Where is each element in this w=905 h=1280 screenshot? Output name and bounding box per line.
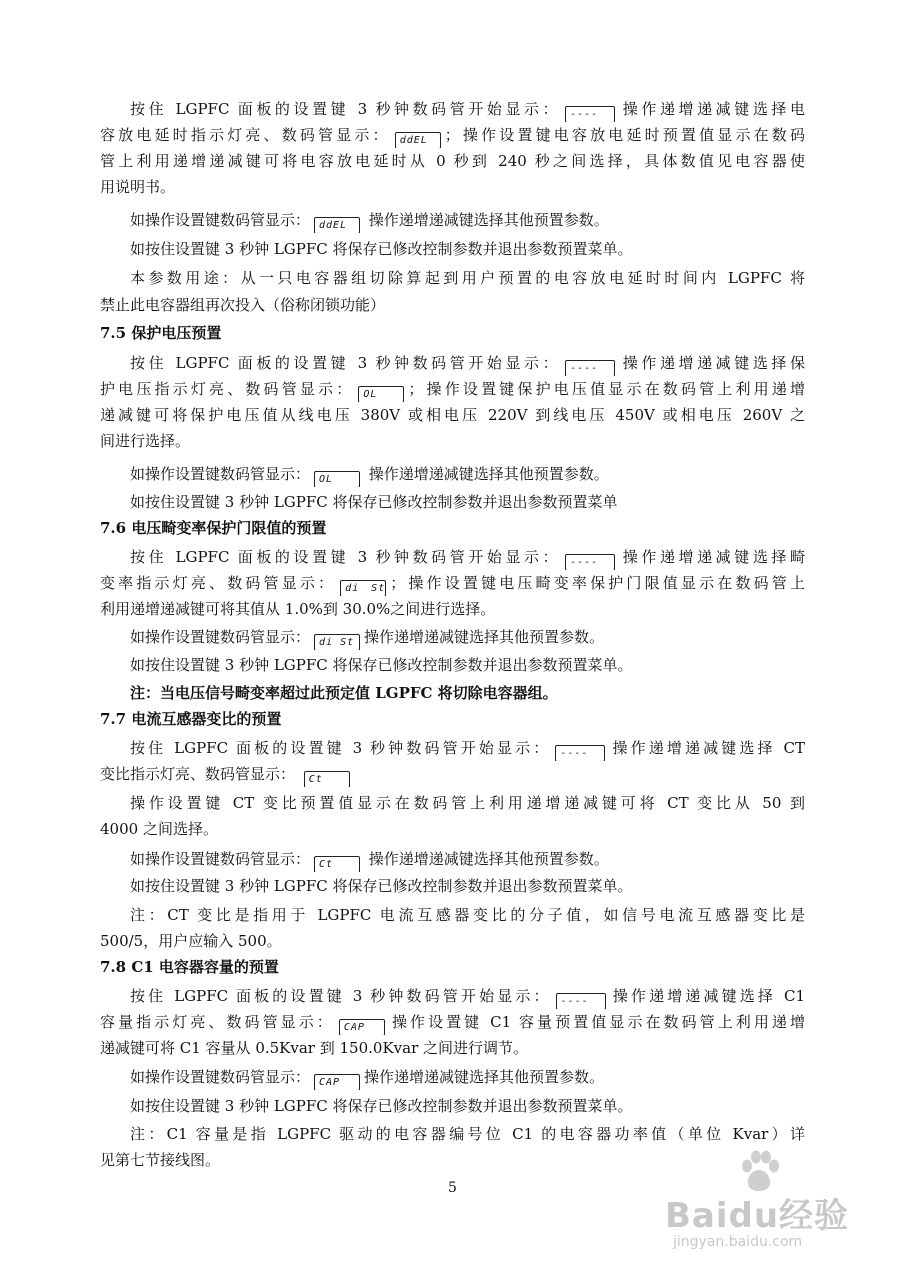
text-line [100,928,805,954]
lcd-dist-display: di St [314,634,360,650]
text-segment: 注：C1 容量是指 LGPFC 驱动的电容器编号位 C1 的电容器功率值（单位 Kvar）详 [130,1125,805,1143]
text-line [130,1064,805,1090]
text-line [130,207,805,233]
text-segment: 操作递增递减键选择畸 [619,548,805,566]
text-line [130,735,805,761]
text-line [100,174,805,200]
text-segment: 如按住设置键 3 秒钟 LGPFC 将保存已修改控制参数并退出参数预置菜单。 [130,1097,633,1115]
text-segment: 操作递增递减键选择其他预置参数。 [364,628,605,646]
lcd-cap-display: CAP [314,1074,360,1090]
section-heading [100,320,805,346]
text-segment: 按住 LGPFC 面板的设置键 3 秒钟数码管开始显示： [130,100,562,118]
text-segment: 操作递增递减键选择其他预置参数。 [364,465,609,483]
text-segment: 如按住设置键 3 秒钟 LGPFC 将保存已修改控制参数并退出参数预置菜单 [130,493,618,511]
section-heading [100,706,805,732]
text-segment: 如操作设置键数码管显示： [130,211,311,229]
text-line [130,1093,805,1119]
text-segment: 护电压指示灯亮、数码管显示： [100,380,355,398]
text-segment: 7.6 电压畸变率保护门限值的预置 [100,519,327,537]
text-segment: 如按住设置键 3 秒钟 LGPFC 将保存已修改控制参数并退出参数预置菜单。 [130,240,633,258]
text-line [130,873,805,899]
text-segment: 用说明书。 [100,178,176,196]
text-segment: 500/5，用户应输入 500。 [100,932,282,950]
text-line [130,902,805,928]
text-segment: 注：CT 变比是指用于 LGPFC 电流互感器变比的分子值，如信号电流互感器变比是 [130,906,805,924]
text-segment: 7.5 保护电压预置 [100,324,222,342]
text-segment: 容放电延时指示灯亮、数码管显示： [100,126,391,144]
text-segment: 操作递增递减键选择 C1 [609,987,805,1005]
section-heading [100,954,805,980]
text-segment: 操作递增递减键选择 CT [609,739,805,757]
text-line [100,570,805,596]
watermark-logo-text: Baidu经验 [665,1196,850,1236]
watermark-url: jingyan.baidu.com [673,1234,803,1250]
text-segment: ；操作设置键电压畸变率保护门限值显示在数码管上 [390,574,805,592]
text-segment: 管上利用递增递减键可将电容放电延时从 0 秒到 240 秒之间选择，具体数值见电容器使 [100,152,805,170]
text-line [130,350,805,376]
text-segment: 如操作设置键数码管显示： [130,1068,311,1086]
baidu-jingyan-watermark [665,1150,865,1260]
lcd-ddel-display: ddEL [395,132,441,148]
page-number: 5 [448,1180,457,1196]
text-line [130,96,805,122]
text-segment: 注：当电压信号畸变率超过此预定值 LGPFC 将切除电容器组。 [130,684,558,702]
lcd-cap-display: CAP [339,1019,385,1035]
text-line [100,376,805,402]
text-segment: 操作递增递减键选择其他预置参数。 [364,850,609,868]
text-segment: ；操作设置键保护电压值显示在数码管上利用递增 [408,380,805,398]
text-line [130,790,805,816]
text-line [100,292,805,318]
text-segment: 4000 之间选择。 [100,820,218,838]
lcd-dashes-display: ---- [565,360,615,376]
text-line [100,1035,805,1061]
text-segment: 操作递增递减键选择其他预置参数。 [364,211,609,229]
text-segment: 操作递增递减键选择保 [619,354,805,372]
text-segment: 如操作设置键数码管显示： [130,465,311,483]
text-segment: 如按住设置键 3 秒钟 LGPFC 将保存已修改控制参数并退出参数预置菜单。 [130,877,633,895]
text-segment: 如操作设置键数码管显示： [130,850,311,868]
text-line [100,428,805,454]
text-line [130,236,805,262]
text-segment: 间进行选择。 [100,432,191,450]
text-line [100,1009,805,1035]
text-line [100,402,805,428]
text-line [130,544,805,570]
text-segment: 如按住设置键 3 秒钟 LGPFC 将保存已修改控制参数并退出参数预置菜单。 [130,656,633,674]
text-line [130,1121,805,1147]
text-segment: 本参数用途：从一只电容器组切除算起到用户预置的电容放电延时时间内 LGPFC 将 [130,269,805,287]
text-segment: 变率指示灯亮、数码管显示： [100,574,337,592]
text-segment: 利用递增递减键可将其值从 1.0%到 30.0%之间进行选择。 [100,600,496,618]
text-segment: ；操作设置键电容放电延时预置值显示在数码 [444,126,805,144]
text-line [130,265,805,291]
lcd-ct-display: Ct [314,856,360,872]
text-segment: 如操作设置键数码管显示： [130,628,311,646]
text-line [100,816,805,842]
text-segment: 递减键可将 C1 容量从 0.5Kvar 到 150.0Kvar 之间进行调节。 [100,1039,529,1057]
text-line [100,761,805,787]
text-segment: 按住 LGPFC 面板的设置键 3 秒钟数码管开始显示： [130,987,552,1005]
text-segment: 操作递增递减键选择其他预置参数。 [364,1068,605,1086]
text-segment: 按住 LGPFC 面板的设置键 3 秒钟数码管开始显示： [130,739,552,757]
text-segment: 操作递增递减键选择电 [619,100,805,118]
lcd-dashes-display: ---- [565,106,615,122]
text-segment: 按住 LGPFC 面板的设置键 3 秒钟数码管开始显示： [130,548,562,566]
section-heading [100,515,805,541]
text-line [130,983,805,1009]
text-line [100,596,805,622]
text-line [130,624,805,650]
text-segment: 禁止此电容器组再次投入（俗称闭锁功能） [100,296,386,314]
text-line [100,148,805,174]
lcd-ol-display: OL [358,386,404,402]
lcd-ol-display: OL [314,471,360,487]
text-segment: 按住 LGPFC 面板的设置键 3 秒钟数码管开始显示： [130,354,562,372]
text-segment: 递减键可将保护电压值从线电压 380V 或相电压 220V 到线电压 450V 或相电压 260V 之 [100,406,805,424]
text-line [130,680,805,706]
text-line [130,461,805,487]
text-line [100,122,805,148]
text-segment: 见第七节接线图。 [100,1151,221,1169]
text-segment: 7.8 C1 电容器容量的预置 [100,958,279,976]
text-line [130,652,805,678]
text-line [130,489,805,515]
text-segment: 7.7 电流互感器变比的预置 [100,710,282,728]
lcd-dashes-display: ---- [556,993,606,1009]
lcd-dashes-display: ---- [555,745,605,761]
text-segment: 操作设置键 CT 变比预置值显示在数码管上利用递增递减键可将 CT 变比从 50 到 [130,794,805,812]
text-segment: 操作设置键 C1 容量预置值显示在数码管上利用递增 [388,1013,805,1031]
lcd-ct-display: Ct [304,771,350,787]
text-segment: 容量指示灯亮、数码管显示： [100,1013,335,1031]
text-line [130,846,805,872]
lcd-ddel-display: ddEL [314,217,360,233]
text-segment: 变比指示灯亮、数码管显示： [100,765,300,783]
lcd-dist-display: di St [340,580,386,596]
lcd-dashes-display: ---- [565,554,615,570]
